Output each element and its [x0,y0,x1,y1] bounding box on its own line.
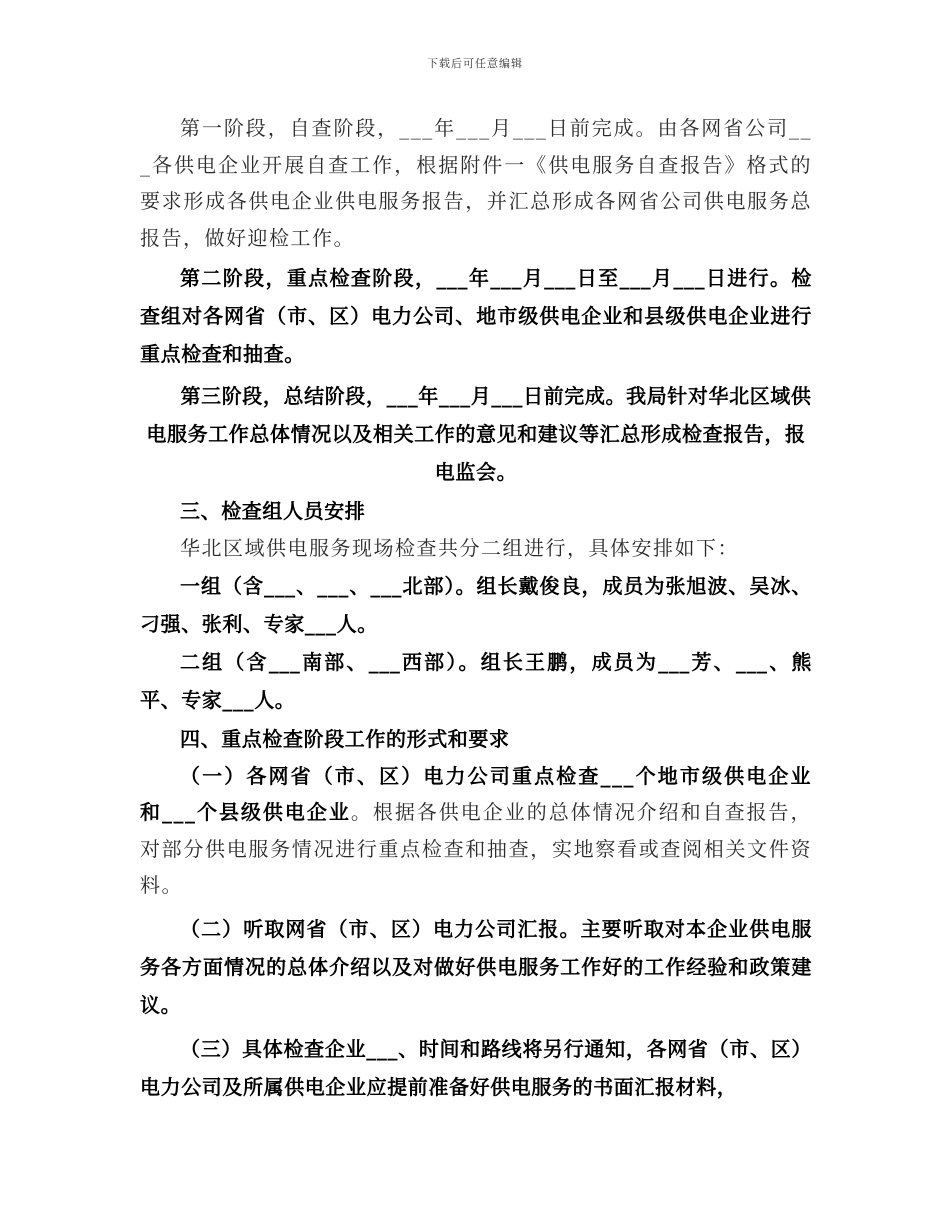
paragraph-requirement-three: （三）具体检查企业___、时间和路线将另行通知，各网省（市、区）电力公司及所属供电企业应提前准备好供电服务的书面汇报材料， [140,1036,812,1099]
paragraph-stage-three: 第三阶段，总结阶段，___年___月___日前完成。我局针对华北区域供电服务工作总体情况以及相关工作的意见和建议等汇总形成检查报告，报电监会。 [146,384,812,484]
section-heading-requirements: 四、重点检查阶段工作的形式和要求 [180,726,510,751]
paragraph-requirement-two: （二）听取网省（市、区）电力公司汇报。主要听取对本企业供电服务各方面情况的总体介绍以及对做好供电服务工作好的工作经验和政策建议。 [140,916,812,1017]
requirement-one-bold-lead: （一）各网省（市、区）电力公司重点检查___个地市级供电企业和___个县级供电企业 [140,763,812,824]
paragraph-group-one: 一组（含___、___、___北部）。组长戴俊良，成员为张旭波、吴冰、刁强、张利、专家___人。 [140,573,812,636]
paragraph-stage-two: 第二阶段，重点检查阶段，___年___月___日至___月___日进行。检查组对各网省（市、区）电力公司、地市级供电企业和县级供电企业进行重点检查和抽查。 [140,266,812,366]
paragraph-stage-one: 第一阶段，自查阶段，___年___月___日前完成。由各网省公司___各供电企业开展自查工作，根据附件一《供电服务自查报告》格式的要求形成各供电企业供电服务报告，并汇总形成各网省公司供电服务总报告，做好迎检工作。 [140,116,812,250]
paragraph-group-two: 二组（含___南部、___西部）。组长王鹏，成员为___芳、___、熊平、专家___人。 [140,649,812,712]
requirement-one-detail: 。根据各供电企业的总体情况介绍和自查报告，对部分供电服务情况进行重点检查和抽查，实地察看或查阅相关文件资料。 [140,800,813,897]
paragraph-requirement-one [140,758,812,904]
document-body [140,110,812,1106]
page-header-note: 下载后可任意编辑 [427,57,523,70]
paragraph-staffing-intro: 华北区域供电服务现场检查共分二组进行，具体安排如下： [180,536,739,560]
section-heading-staffing: 三、检查组人员安排 [180,499,366,523]
